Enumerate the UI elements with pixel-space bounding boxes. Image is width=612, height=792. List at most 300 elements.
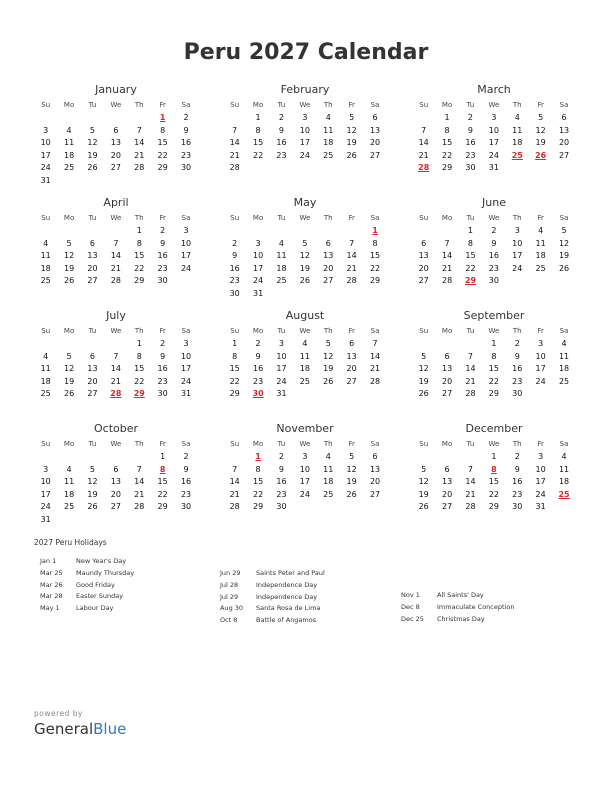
day-cell: 26 xyxy=(63,389,75,399)
holiday-date: Jun 29 xyxy=(220,569,241,577)
month-name: October xyxy=(93,422,139,435)
weekday-label: Sa xyxy=(370,327,380,335)
day-cell: 30 xyxy=(180,502,192,512)
day-cell: 23 xyxy=(157,376,168,386)
empty-day-cell xyxy=(81,451,104,464)
day-cell: 12 xyxy=(63,364,75,374)
empty-day-cell xyxy=(340,225,363,238)
day-cell: 20 xyxy=(110,150,121,160)
day-cell: 7 xyxy=(421,125,427,135)
month-block xyxy=(223,308,387,401)
day-cell: 8 xyxy=(372,238,378,248)
holiday-row xyxy=(220,580,325,592)
day-cell: 10 xyxy=(40,138,51,148)
day-cell: 6 xyxy=(89,238,96,248)
day-cell: 7 xyxy=(232,464,238,474)
day-cell: 14 xyxy=(134,138,145,148)
day-cell: 19 xyxy=(87,150,98,160)
day-cell: 29 xyxy=(369,276,381,286)
holiday-row xyxy=(220,592,325,604)
day-cell: 3 xyxy=(43,125,49,135)
day-cell: 15 xyxy=(134,251,145,261)
day-cell: 11 xyxy=(299,351,310,361)
day-cell: 1 xyxy=(136,339,142,348)
day-cell: 7 xyxy=(113,351,119,361)
day-cell: 28 xyxy=(465,389,476,399)
day-cell: 16 xyxy=(512,364,523,374)
weekday-label: Mo xyxy=(252,327,264,335)
day-cell: 2 xyxy=(467,113,474,122)
holiday-date: Jul 29 xyxy=(220,592,239,601)
day-cell: 23 xyxy=(180,489,192,499)
holiday-name: New Year's Day xyxy=(76,557,127,565)
day-cell: 17 xyxy=(512,251,523,261)
day-cell: 26 xyxy=(346,489,357,499)
day-cell: 18 xyxy=(63,150,75,160)
holiday-row xyxy=(220,603,325,615)
empty-day-cell xyxy=(223,225,246,238)
day-cell: 13 xyxy=(87,364,98,374)
empty-day-cell xyxy=(57,112,80,125)
weekday-label: Th xyxy=(512,440,522,448)
day-cell: 9 xyxy=(491,238,497,248)
day-cell: 8 xyxy=(232,351,238,361)
weekday-label: We xyxy=(110,101,122,109)
weekday-label: We xyxy=(299,101,311,109)
holiday-day-cell: 25 xyxy=(511,150,523,160)
weekday-label: Mo xyxy=(63,440,75,448)
weekday-label: Sa xyxy=(181,440,191,448)
day-cell: 11 xyxy=(558,351,570,361)
weekday-label: Tu xyxy=(466,101,475,109)
day-cell: 4 xyxy=(325,113,331,122)
empty-day-cell xyxy=(435,225,458,238)
weekday-label: Su xyxy=(230,214,240,222)
day-cell: 13 xyxy=(110,477,121,487)
weekday-label: Mo xyxy=(63,327,75,335)
day-cell: 9 xyxy=(514,351,520,361)
day-cell: 17 xyxy=(40,150,51,160)
weekday-label: Th xyxy=(323,440,333,448)
day-cell: 19 xyxy=(63,263,75,273)
day-cell: 25 xyxy=(276,276,287,286)
day-cell: 21 xyxy=(441,263,453,273)
day-cell: 11 xyxy=(323,125,334,135)
month-name: June xyxy=(482,196,506,209)
day-cell: 18 xyxy=(558,364,570,374)
day-cell: 2 xyxy=(183,113,189,122)
day-cell: 9 xyxy=(278,125,285,135)
day-cell: 29 xyxy=(157,502,168,512)
day-cell: 4 xyxy=(561,339,567,348)
month-name: December xyxy=(465,422,523,435)
month-name: March xyxy=(477,83,511,96)
day-cell: 21 xyxy=(369,364,381,374)
day-cell: 31 xyxy=(535,502,546,512)
day-cell: 6 xyxy=(421,238,427,248)
day-cell: 14 xyxy=(465,364,476,374)
month-block xyxy=(34,195,198,288)
day-cell: 12 xyxy=(87,477,98,487)
day-cell: 10 xyxy=(488,125,499,135)
holiday-day-cell: 1 xyxy=(159,113,166,122)
weekday-label: Sa xyxy=(370,214,380,222)
day-cell: 20 xyxy=(110,489,121,499)
day-cell: 23 xyxy=(276,150,287,160)
empty-day-cell xyxy=(246,225,269,238)
month-name: May xyxy=(293,196,317,209)
day-cell: 8 xyxy=(160,125,166,135)
day-cell: 21 xyxy=(418,150,429,160)
day-cell: 22 xyxy=(488,376,499,386)
day-cell: 18 xyxy=(323,138,334,148)
month-days-grid xyxy=(34,437,198,527)
day-cell: 15 xyxy=(252,138,264,148)
day-cell: 18 xyxy=(299,364,310,374)
day-cell: 25 xyxy=(558,376,570,386)
day-cell: 14 xyxy=(229,477,240,487)
day-cell: 10 xyxy=(40,477,51,487)
weekday-label: Th xyxy=(323,101,333,109)
day-cell: 4 xyxy=(278,238,285,248)
day-cell: 12 xyxy=(535,125,546,135)
day-cell: 1 xyxy=(467,226,474,235)
day-cell: 2 xyxy=(160,339,166,348)
holiday-date: Mar 28 xyxy=(40,592,63,601)
weekday-label: We xyxy=(488,440,500,448)
day-cell: 23 xyxy=(157,263,168,273)
empty-day-cell xyxy=(34,451,57,464)
day-cell: 9 xyxy=(514,464,520,474)
empty-day-cell xyxy=(435,338,458,351)
day-cell: 18 xyxy=(276,263,287,273)
empty-day-cell xyxy=(223,451,246,464)
powered-by-text: powered by xyxy=(34,709,83,718)
empty-day-cell xyxy=(104,338,127,351)
day-cell: 4 xyxy=(66,125,72,135)
empty-day-cell xyxy=(57,225,80,238)
day-cell: 30 xyxy=(465,163,476,173)
day-cell: 3 xyxy=(538,339,544,348)
day-cell: 13 xyxy=(369,125,381,135)
day-cell: 14 xyxy=(229,138,240,148)
holiday-day-cell: 8 xyxy=(491,464,497,474)
weekday-label: Su xyxy=(230,327,240,335)
holiday-row xyxy=(40,603,134,615)
weekday-label: Mo xyxy=(441,214,453,222)
day-cell: 27 xyxy=(323,276,334,286)
day-cell: 15 xyxy=(369,251,381,261)
month-block xyxy=(34,421,198,527)
holiday-day-cell: 1 xyxy=(372,226,378,235)
weekday-label: Th xyxy=(512,214,522,222)
day-cell: 28 xyxy=(369,376,381,386)
day-cell: 2 xyxy=(183,452,189,461)
empty-day-cell xyxy=(81,225,104,238)
weekday-label: Su xyxy=(230,101,240,109)
weekday-label: Fr xyxy=(348,440,355,448)
day-cell: 13 xyxy=(418,251,429,261)
weekday-label: Su xyxy=(419,214,429,222)
holiday-row xyxy=(220,615,325,627)
day-cell: 19 xyxy=(323,364,334,374)
weekday-label: We xyxy=(299,214,311,222)
weekday-label: We xyxy=(110,327,122,335)
day-cell: 22 xyxy=(157,150,168,160)
day-cell: 16 xyxy=(180,138,192,148)
weekday-label: Th xyxy=(512,101,522,109)
day-cell: 15 xyxy=(157,477,168,487)
empty-day-cell xyxy=(459,451,482,464)
day-cell: 19 xyxy=(418,376,429,386)
holiday-day-cell: 28 xyxy=(418,163,430,173)
weekday-label: Th xyxy=(323,327,333,335)
day-cell: 26 xyxy=(346,150,357,160)
month-block xyxy=(412,308,576,401)
day-cell: 27 xyxy=(441,389,453,399)
day-cell: 12 xyxy=(63,251,75,261)
day-cell: 12 xyxy=(346,125,357,135)
month-block xyxy=(223,82,387,175)
holiday-date: Mar 26 xyxy=(40,580,63,589)
day-cell: 4 xyxy=(302,339,308,348)
day-cell: 19 xyxy=(346,477,357,487)
day-cell: 12 xyxy=(87,138,98,148)
empty-day-cell xyxy=(81,338,104,351)
day-cell: 6 xyxy=(349,339,355,348)
holiday-row xyxy=(40,556,134,568)
day-cell: 20 xyxy=(346,364,357,374)
empty-day-cell xyxy=(104,112,127,125)
day-cell: 18 xyxy=(40,376,51,386)
day-cell: 14 xyxy=(465,477,476,487)
day-cell: 25 xyxy=(40,276,51,286)
weekday-label: Fr xyxy=(348,214,355,222)
day-cell: 26 xyxy=(63,276,75,286)
day-cell: 30 xyxy=(229,288,240,298)
empty-day-cell xyxy=(128,451,151,464)
weekday-label: Fr xyxy=(537,440,544,448)
day-cell: 1 xyxy=(491,452,497,461)
weekday-label: Mo xyxy=(441,440,453,448)
day-cell: 22 xyxy=(369,263,381,273)
weekday-label: Tu xyxy=(277,440,286,448)
weekday-label: Su xyxy=(41,440,51,448)
day-cell: 6 xyxy=(444,464,450,474)
month-block xyxy=(34,82,198,188)
month-days-grid xyxy=(34,98,198,188)
weekday-label: Tu xyxy=(466,327,475,335)
day-cell: 16 xyxy=(276,138,287,148)
day-cell: 6 xyxy=(444,351,450,361)
weekday-label: Su xyxy=(419,440,429,448)
day-cell: 25 xyxy=(63,502,75,512)
day-cell: 28 xyxy=(110,276,121,286)
day-cell: 11 xyxy=(63,138,75,148)
day-cell: 30 xyxy=(157,276,168,286)
day-cell: 20 xyxy=(87,263,98,273)
day-cell: 1 xyxy=(160,452,166,461)
day-cell: 5 xyxy=(561,226,567,235)
holiday-day-cell: 25 xyxy=(558,489,570,499)
empty-day-cell xyxy=(459,338,482,351)
empty-day-cell xyxy=(412,338,435,351)
day-cell: 4 xyxy=(43,351,49,361)
day-cell: 11 xyxy=(535,238,546,248)
day-cell: 16 xyxy=(465,138,476,148)
weekday-label: Sa xyxy=(370,440,380,448)
day-cell: 22 xyxy=(252,489,264,499)
holiday-name: Easter Sunday xyxy=(76,592,124,601)
weekday-label: Tu xyxy=(88,101,97,109)
day-cell: 9 xyxy=(183,464,189,474)
holiday-date: Jul 28 xyxy=(220,580,239,589)
day-cell: 28 xyxy=(229,163,240,173)
day-cell: 6 xyxy=(372,452,378,461)
holiday-name: Battle of Angamos xyxy=(256,616,317,625)
day-cell: 25 xyxy=(63,163,75,173)
weekday-label: Su xyxy=(41,101,51,109)
day-cell: 16 xyxy=(512,477,523,487)
month-block xyxy=(412,82,576,175)
day-cell: 21 xyxy=(346,263,357,273)
day-cell: 16 xyxy=(488,251,499,261)
day-cell: 6 xyxy=(89,351,96,361)
day-cell: 25 xyxy=(535,263,546,273)
day-cell: 30 xyxy=(180,163,192,173)
day-cell: 13 xyxy=(87,251,98,261)
day-cell: 30 xyxy=(512,389,523,399)
day-cell: 10 xyxy=(276,351,287,361)
day-cell: 23 xyxy=(488,263,499,273)
day-cell: 6 xyxy=(325,238,331,248)
day-cell: 3 xyxy=(183,226,189,235)
weekday-label: Fr xyxy=(537,327,544,335)
weekday-label: Mo xyxy=(252,440,264,448)
day-cell: 26 xyxy=(418,389,429,399)
holiday-day-cell: 29 xyxy=(133,389,145,399)
day-cell: 24 xyxy=(180,263,192,273)
day-cell: 4 xyxy=(325,452,331,461)
day-cell: 29 xyxy=(157,163,168,173)
holiday-row xyxy=(220,568,325,580)
day-cell: 28 xyxy=(465,502,476,512)
day-cell: 17 xyxy=(252,263,264,273)
weekday-label: Mo xyxy=(441,101,453,109)
holiday-name: Independence Day xyxy=(256,580,318,589)
holiday-name: Immaculate Conception xyxy=(437,602,515,611)
day-cell: 6 xyxy=(113,125,119,135)
day-cell: 13 xyxy=(110,138,121,148)
empty-day-cell xyxy=(104,451,127,464)
day-cell: 3 xyxy=(491,113,497,122)
day-cell: 24 xyxy=(535,489,546,499)
month-block xyxy=(34,308,198,401)
day-cell: 27 xyxy=(441,502,453,512)
holiday-row xyxy=(401,590,514,602)
day-cell: 12 xyxy=(346,464,357,474)
day-cell: 11 xyxy=(323,464,334,474)
day-cell: 20 xyxy=(87,376,98,386)
weekday-label: Tu xyxy=(466,214,475,222)
day-cell: 28 xyxy=(441,276,453,286)
day-cell: 27 xyxy=(346,376,357,386)
day-cell: 21 xyxy=(229,150,240,160)
day-cell: 27 xyxy=(87,276,98,286)
day-cell: 9 xyxy=(467,125,474,135)
day-cell: 13 xyxy=(323,251,334,261)
empty-day-cell xyxy=(81,112,104,125)
day-cell: 23 xyxy=(512,376,523,386)
weekday-label: Th xyxy=(512,327,522,335)
day-cell: 17 xyxy=(535,477,546,487)
month-block xyxy=(412,421,576,514)
day-cell: 27 xyxy=(369,150,381,160)
empty-day-cell xyxy=(412,451,435,464)
day-cell: 4 xyxy=(561,452,567,461)
day-cell: 2 xyxy=(278,113,285,122)
day-cell: 5 xyxy=(66,238,72,248)
brand-logo[interactable] xyxy=(34,720,126,738)
day-cell: 10 xyxy=(252,251,264,261)
day-cell: 16 xyxy=(180,477,192,487)
day-cell: 13 xyxy=(346,351,357,361)
day-cell: 5 xyxy=(349,113,355,122)
day-cell: 24 xyxy=(488,150,499,160)
day-cell: 31 xyxy=(276,389,287,399)
day-cell: 11 xyxy=(40,364,51,374)
day-cell: 22 xyxy=(134,376,145,386)
day-cell: 22 xyxy=(441,150,453,160)
day-cell: 26 xyxy=(87,502,98,512)
day-cell: 26 xyxy=(418,502,429,512)
day-cell: 3 xyxy=(302,113,308,122)
month-days-grid xyxy=(223,98,387,175)
day-cell: 7 xyxy=(232,125,238,135)
day-cell: 16 xyxy=(276,477,287,487)
day-cell: 28 xyxy=(229,502,240,512)
day-cell: 2 xyxy=(514,339,520,348)
day-cell: 27 xyxy=(87,389,98,399)
day-cell: 12 xyxy=(299,251,310,261)
day-cell: 10 xyxy=(535,351,546,361)
empty-day-cell xyxy=(293,225,316,238)
holiday-name: Santa Rosa de Lima xyxy=(256,604,321,613)
empty-day-cell xyxy=(57,338,80,351)
brand-blue: Blue xyxy=(93,720,127,738)
day-cell: 17 xyxy=(535,364,546,374)
day-cell: 9 xyxy=(160,238,166,248)
day-cell: 20 xyxy=(418,263,429,273)
day-cell: 8 xyxy=(444,125,450,135)
day-cell: 7 xyxy=(136,125,142,135)
day-cell: 5 xyxy=(302,238,308,248)
day-cell: 17 xyxy=(40,489,51,499)
day-cell: 27 xyxy=(369,489,381,499)
weekday-label: Sa xyxy=(181,327,191,335)
empty-day-cell xyxy=(317,225,340,238)
empty-day-cell xyxy=(34,112,57,125)
day-cell: 12 xyxy=(323,351,334,361)
day-cell: 9 xyxy=(183,125,189,135)
weekday-label: We xyxy=(110,440,122,448)
day-cell: 24 xyxy=(535,376,546,386)
day-cell: 20 xyxy=(441,489,453,499)
weekday-label: Fr xyxy=(348,327,355,335)
weekday-label: Sa xyxy=(370,101,380,109)
holiday-date: May 1 xyxy=(40,604,60,613)
day-cell: 2 xyxy=(255,339,261,348)
